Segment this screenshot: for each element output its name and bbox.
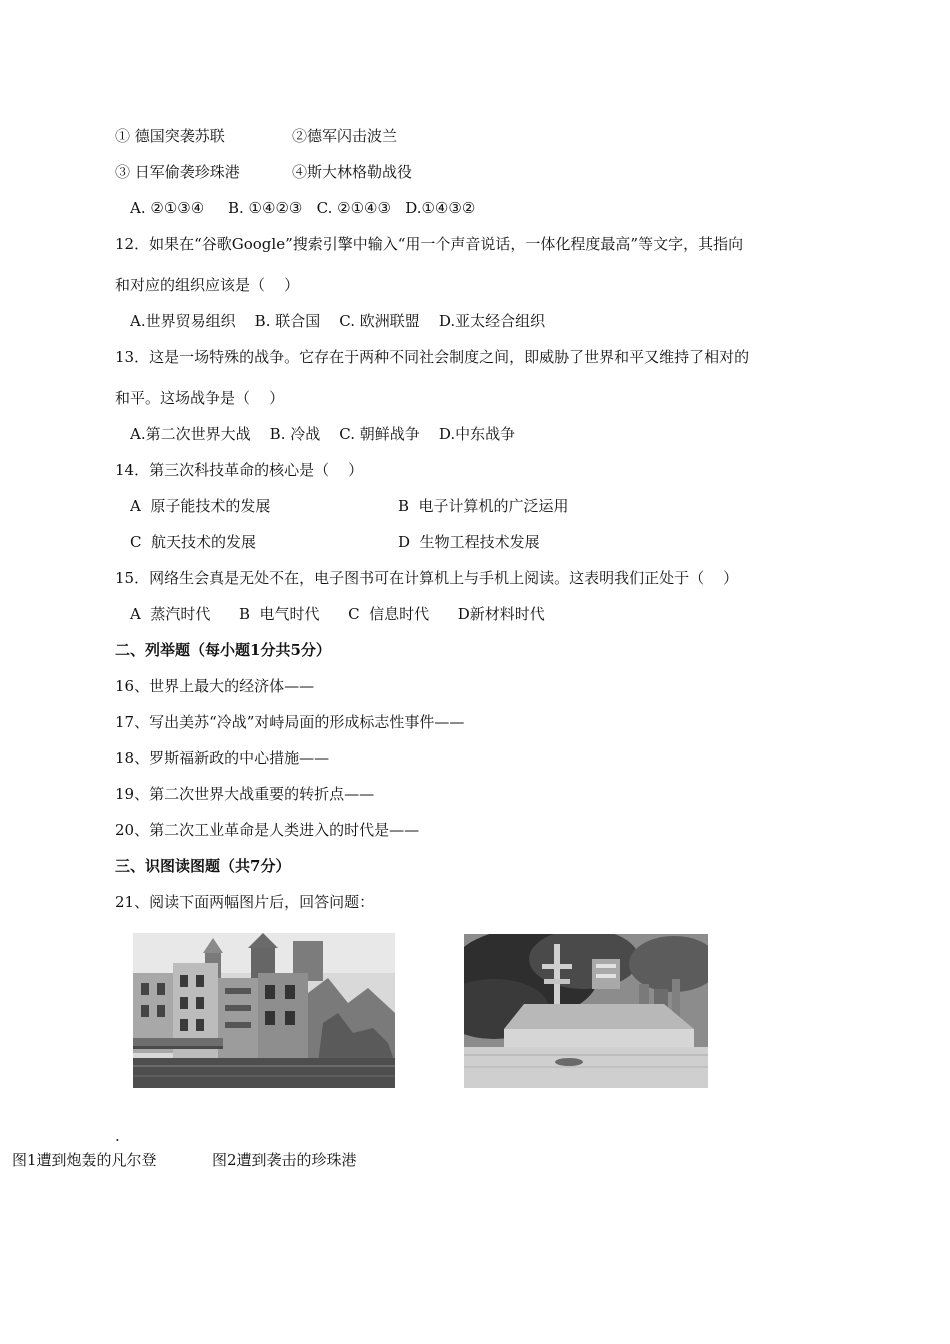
q11-option-3: ③ 日军偷袭珍珠港 <box>115 163 240 181</box>
q13-choices: A.第二次世界大战 B. 冷战 C. 朝鲜战争 D.中东战争 <box>130 425 516 443</box>
figure-2-pearl-harbor-photo <box>464 934 708 1088</box>
section-3-heading: 三、识图读图题（共7分） <box>115 857 291 875</box>
q15-question: 15．网络生会真是无处不在，电子图书可在计算机上与手机上阅读。这表明我们正处于（ ） <box>115 569 739 587</box>
q18-question: 18、罗斯福新政的中心措施—— <box>115 749 330 767</box>
section-2-heading: 二、列举题（每小题1分共5分） <box>115 641 331 659</box>
q15-choices: A 蒸汽时代 B 电气时代 C 信息时代 D新材料时代 <box>130 605 545 623</box>
q13-question-cont: 和平。这场战争是（ ） <box>115 389 285 407</box>
q11-option-2: ②德军闪击波兰 <box>292 127 398 145</box>
q12-question-cont: 和对应的组织应该是（ ） <box>115 276 300 294</box>
q19-question: 19、第二次世界大战重要的转折点—— <box>115 785 375 803</box>
q16-question: 16、世界上最大的经济体—— <box>115 677 315 695</box>
q11-option-1: ① 德国突袭苏联 <box>115 127 225 145</box>
q14-option-b: B 电子计算机的广泛运用 <box>398 497 569 515</box>
q11-choices: A. ②①③④ B. ①④②③ C. ②①④③ D.①④③② <box>130 199 476 217</box>
q14-option-c: C 航天技术的发展 <box>130 533 257 551</box>
q21-question: 21、阅读下面两幅图片后，回答问题： <box>115 893 375 911</box>
q12-choices: A.世界贸易组织 B. 联合国 C. 欧洲联盟 D.亚太经合组织 <box>130 312 546 330</box>
figure-2-caption: 图2遭到袭击的珍珠港 <box>212 1151 357 1169</box>
q14-option-a: A 原子能技术的发展 <box>130 497 271 515</box>
q11-option-4: ④斯大林格勒战役 <box>292 163 413 181</box>
q13-question: 13．这是一场特殊的战争。它存在于两种不同社会制度之间，即威胁了世界和平又维持了相对的 <box>115 348 750 366</box>
q17-question: 17、写出美苏“冷战”对峙局面的形成标志性事件—— <box>115 713 465 731</box>
figure-1-caption: 图1遭到炮轰的凡尔登 <box>12 1151 157 1169</box>
q12-question: 12．如果在“谷歌Google”搜索引擎中输入“用一个声音说话，一体化程度最高”等文字，其指向 <box>115 235 744 253</box>
stray-dot: . <box>115 1127 120 1145</box>
q14-question: 14．第三次科技革命的核心是（ ） <box>115 461 364 479</box>
figure-1-verdun-photo <box>133 933 395 1088</box>
q14-option-d: D 生物工程技术发展 <box>398 533 540 551</box>
q20-question: 20、第二次工业革命是人类进入的时代是—— <box>115 821 420 839</box>
